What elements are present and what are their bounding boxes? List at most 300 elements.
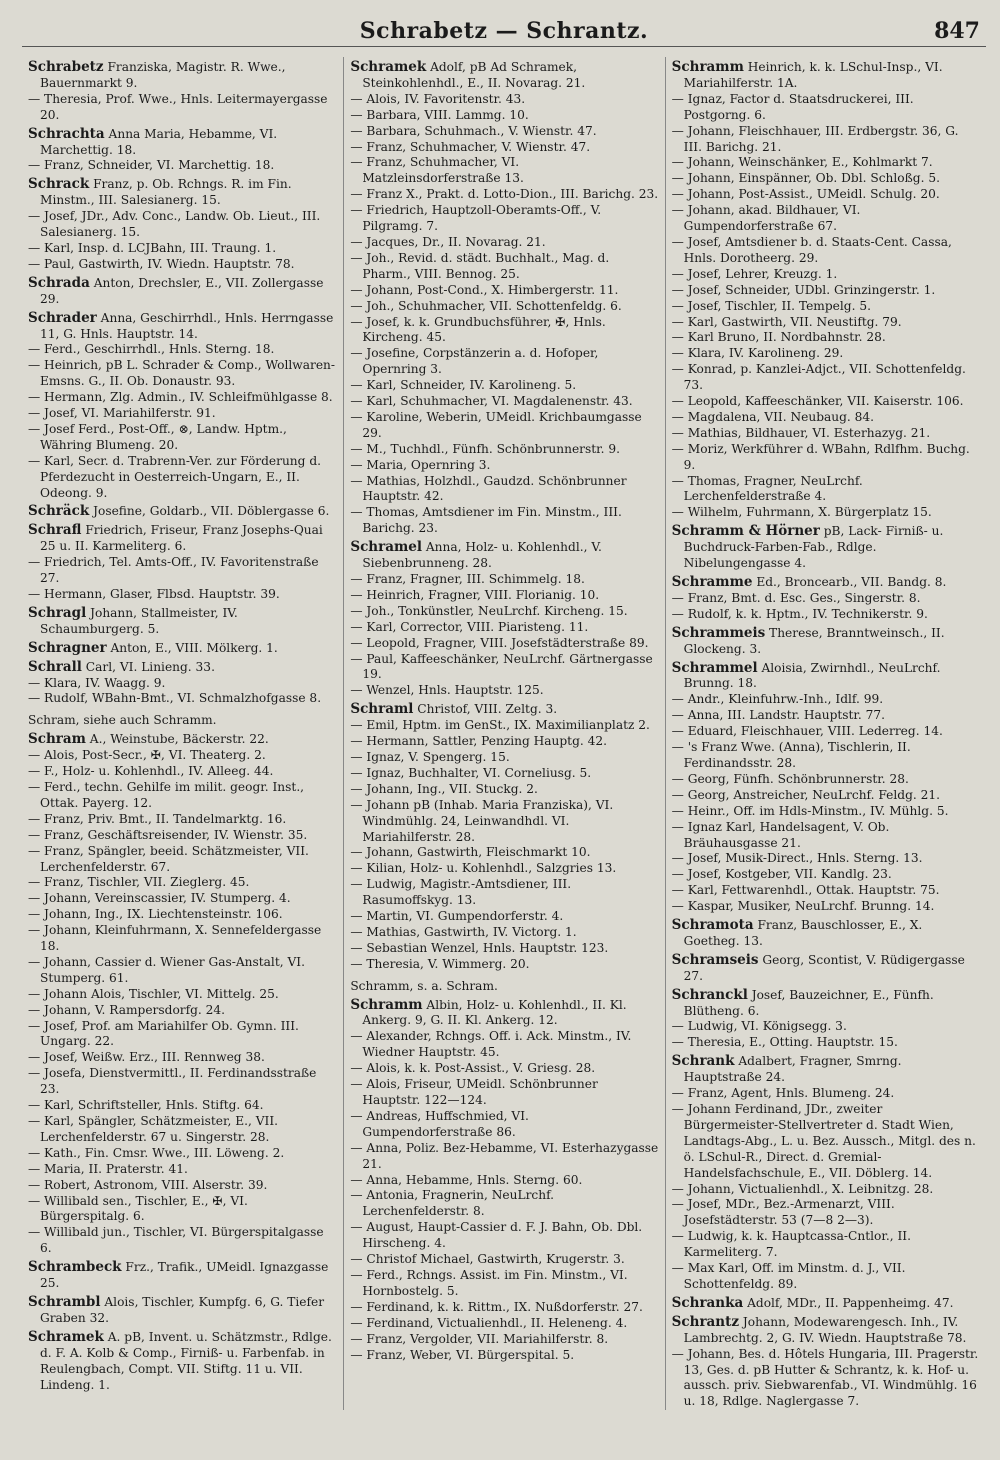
entry-text: — Maria, Opernring 3. [350, 457, 491, 472]
directory-subentry [28, 587, 337, 603]
directory-subentry [350, 1220, 658, 1252]
entry-text: — Ferdinand, k. k. Rittm., IX. Nußdorferstr. 27. [350, 1299, 643, 1314]
entry-text: Therese, Branntweinsch., II. Glockeng. 3. [683, 625, 945, 656]
directory-subentry [350, 636, 658, 652]
entry-text: — Karl, Corrector, VIII. Piaristeng. 11. [350, 619, 589, 634]
surname: Schrammeis [671, 624, 766, 641]
entry-text: — Franz, Spängler, beeid. Schätzmeister, VII. Lerchenfelderstr. 67. [28, 843, 309, 874]
directory-subentry [28, 812, 337, 828]
entry-text: — 's Franz Wwe. (Anna), Tischlerin, II. Ferdinandsstr. 28. [671, 740, 911, 770]
entry-text: — Kilian, Holz- u. Kohlenhdl., Salzgries 13. [350, 861, 617, 876]
entry-text: — Ferd., Geschirrhdl., Hnls. Sterng. 18. [28, 342, 275, 357]
entry-text: — Georg, Anstreicher, NeuLrchf. Feldg. 21. [671, 787, 941, 802]
directory-subentry [350, 140, 658, 156]
entry-text: Ed., Broncearb., VII. Bandg. 8. [752, 575, 947, 589]
directory-subentry [350, 798, 658, 846]
entry-text: — Alois, Friseur, UMeidl. Schönbrunner Hauptstr. 122—124. [350, 1077, 598, 1107]
directory-subentry [28, 987, 337, 1003]
entry-text: — F., Holz- u. Kohlenhdl., IV. Alleeg. 44. [28, 764, 274, 779]
entry-text: Josefine, Goldarb., VII. Döblergasse 6. [89, 504, 330, 519]
directory-subentry [672, 299, 980, 315]
surname: Schraml [350, 701, 414, 718]
directory-entry [672, 1315, 980, 1347]
entry-text: siehe auch Schramm. [79, 713, 217, 728]
surname: Schrall [28, 658, 82, 675]
directory-entry [28, 177, 337, 209]
entry-text: pB, Lack- Firniß- u. Buchdruck-Farben-Fab., Rdlge. Nibelungengasse 4. [683, 524, 944, 571]
entry-text: — Antonia, Fragnerin, NeuLrchf. Lerchenfelderstr. 8. [350, 1188, 555, 1219]
entry-text: — Eduard, Fleischhauer, VIII. Lederreg. 14. [671, 724, 943, 739]
entry-text: — Franz, Agent, Hnls. Blumeng. 24. [671, 1086, 895, 1101]
entry-text: — Rudolf, k. k. Hptm., IV. Technikerstr. 9. [671, 606, 928, 621]
entry-text: — Martin, VI. Gumpendorferstr. 4. [350, 909, 564, 924]
directory-entry [672, 1054, 980, 1086]
directory-entry [672, 524, 980, 572]
entry-text: — Johann, Ing., IX. Liechtensteinstr. 106. [28, 907, 283, 922]
directory-subentry [350, 315, 658, 347]
page-number: 847 [934, 18, 980, 44]
directory-subentry [350, 251, 658, 283]
directory-subentry [350, 346, 658, 378]
entry-text: — Anna, Hebamme, Hnls. Sterng. 60. [350, 1172, 583, 1187]
directory-subentry [28, 828, 337, 844]
directory-subentry [28, 1098, 337, 1114]
entry-text: — Josef, Prof. am Mariahilfer Ob. Gymn. III. Ungarg. 22. [28, 1018, 299, 1049]
entry-text: — Franz, Fragner, III. Schimmelg. 18. [350, 572, 585, 586]
surname: Schram [28, 731, 86, 748]
surname: Schrantz [671, 1313, 740, 1330]
entry-text: — Alois, IV. Favoritenstr. 43. [350, 91, 526, 106]
directory-subentry [672, 1197, 980, 1229]
directory-subentry [672, 330, 980, 346]
entry-text: — Mathias, Bildhauer, VI. Esterhazyg. 21. [671, 425, 931, 440]
directory-subentry [672, 1229, 980, 1261]
directory-subentry [350, 203, 658, 235]
directory-subentry [350, 378, 658, 394]
surname: Schramm & Hörner [671, 523, 820, 540]
directory-subentry [28, 92, 337, 124]
directory-subentry [350, 92, 658, 108]
entry-text: — Karl, Fettwarenhdl., Ottak. Hauptstr. 75. [671, 883, 940, 898]
entry-text: — Josef, Amtsdiener b. d. Staats-Cent. Cassa, Hnls. Dorotheerg. 29. [671, 234, 952, 265]
directory-subentry [28, 342, 337, 358]
directory-subentry [28, 891, 337, 907]
directory-subentry [350, 1141, 658, 1173]
entry-text: — Wenzel, Hnls. Hauptstr. 125. [350, 683, 544, 698]
entry-text: — Ludwig, k. k. Hauptcassa-Cntlor., II. Karmeliterg. 7. [671, 1229, 911, 1260]
entry-text: — Johann, Post-Cond., X. Himbergerstr. 11. [350, 282, 619, 297]
directory-subentry [672, 1347, 980, 1411]
entry-text: — Andreas, Huffschmied, VI. Gumpendorferstraße 86. [350, 1108, 529, 1139]
directory-subentry [28, 555, 337, 587]
entry-text: — Ludwig, VI. Königsegg. 3. [671, 1019, 847, 1034]
directory-entry [28, 1295, 337, 1327]
entry-text: — Theresia, E., Otting. Hauptstr. 15. [671, 1035, 898, 1050]
directory-entry [28, 504, 337, 520]
directory-entry [28, 1330, 337, 1394]
directory-subentry [672, 362, 980, 394]
directory-entry [350, 540, 658, 572]
directory-subentry [672, 92, 980, 124]
entry-text: — Thomas, Amtsdiener im Fin. Minstm., III. Barichg. 23. [350, 505, 622, 536]
entry-text: — Josefa, Dienstvermittl., II. Ferdinandsstraße 23. [28, 1066, 317, 1097]
entry-text: — Joh., Tonkünstler, NeuLrchf. Kircheng. 15. [350, 603, 628, 618]
entry-text: — Josef, k. k. Grundbuchsführer, ✠, Hnls. Kircheng. 45. [350, 314, 606, 345]
directory-subentry [350, 877, 658, 909]
directory-subentry [672, 426, 980, 442]
entry-text: — Jacques, Dr., II. Novarag. 21. [350, 234, 546, 249]
entry-text: — Johann, Vereinscassier, IV. Stumperg. 4. [28, 891, 291, 906]
entry-text: — Moriz, Werkführer d. WBahn, Rdlfhm. Buchg. 9. [671, 441, 970, 472]
directory-subentry [350, 718, 658, 734]
entry-text: — Josef, Schneider, UDbl. Grinzingerstr. 1. [671, 282, 936, 297]
directory-subentry [350, 155, 658, 187]
directory-subentry [672, 346, 980, 362]
entry-text: — Josef, Kostgeber, VII. Kandlg. 23. [671, 867, 892, 882]
directory-subentry [350, 1029, 658, 1061]
entry-text: — Hermann, Zlg. Admin., IV. Schleifmühlgasse 8. [28, 390, 333, 405]
directory-subentry [350, 734, 658, 750]
entry-text: — Josef, MDr., Bez.-Armenarzt, VIII. Josefstädterstr. 53 (7—8 2—3). [671, 1197, 895, 1228]
directory-subentry [350, 235, 658, 251]
directory-entry [28, 60, 337, 92]
directory-subentry [672, 474, 980, 506]
directory-entry [350, 60, 658, 92]
entry-text: — Christof Michael, Gastwirth, Krugerstr. 3. [350, 1252, 625, 1267]
directory-subentry [28, 1146, 337, 1162]
entry-text: — Heinrich, pB L. Schrader & Comp., Wollwaren-Emsns. G., II. Ob. Donaustr. 93. [28, 358, 336, 389]
directory-subentry [350, 1316, 658, 1332]
entry-text: — Franz, Schneider, VI. Marchettig. 18. [28, 158, 275, 173]
entry-text: — Karl, Insp. d. LCJBahn, III. Traung. 1. [28, 240, 277, 255]
entry-text: — Johann Ferdinand, JDr., zweiter Bürgermeister-Stellvertreter d. Stadt Wien, Landtags-Abg., L. u. Bez. Aussch., Mitgl. des n. ö. LSchul-R., Direct. d. Gremial-Handelsfachschule, E., VII. Döblerg. 14. [671, 1102, 976, 1180]
directory-subentry [350, 620, 658, 636]
entry-text: — Johann, Fleischhauer, III. Erdbergstr. 36, G. III. Barichg. 21. [671, 123, 959, 154]
directory-entry [350, 702, 658, 718]
entry-text: — Maria, II. Praterstr. 41. [28, 1161, 188, 1176]
entry-text: — Sebastian Wenzel, Hnls. Hauptstr. 123. [350, 940, 609, 955]
entry-text: — Alois, k. k. Post-Assist., V. Griesg. 28. [350, 1061, 596, 1076]
directory-subentry [350, 410, 658, 442]
directory-subentry [28, 1225, 337, 1257]
directory-subentry [672, 235, 980, 267]
entry-text: — Friedrich, Tel. Amts-Off., IV. Favoritenstraße 27. [28, 555, 319, 586]
entry-text: — Johann Alois, Tischler, VI. Mittelg. 25. [28, 986, 279, 1001]
directory-entry [28, 641, 337, 657]
directory-subentry [28, 1019, 337, 1051]
directory-subentry [28, 1162, 337, 1178]
cross-reference [28, 713, 337, 729]
entry-text: — Karl, Schuhmacher, VI. Magdalenenstr. 43. [350, 394, 633, 409]
surname: Schramm [671, 59, 744, 75]
entry-text: s. a. Schram. [413, 978, 498, 993]
entry-text: — Franz, Geschäftsreisender, IV. Wienstr. 35. [28, 827, 308, 842]
surname: Schrambl [28, 1293, 101, 1310]
entry-text: — Joh., Schuhmacher, VII. Schottenfeldg. 6. [350, 298, 622, 313]
entry-text: Johann, Modewarengesch. Inh., IV. Lambrechtg. 2, G. IV. Wiedn. Hauptstraße 78. [683, 1314, 967, 1345]
entry-text: — Josef, Tischler, II. Tempelg. 5. [671, 298, 871, 313]
entry-text: — Magdalena, VII. Neubaug. 84. [671, 409, 875, 424]
directory-entry [28, 127, 337, 159]
entry-text: Adalbert, Fragner, Smrng. Hauptstraße 24. [683, 1054, 902, 1085]
directory-subentry [350, 1188, 658, 1220]
directory-subentry [672, 187, 980, 203]
directory-subentry [28, 907, 337, 923]
directory-subentry [28, 875, 337, 891]
directory-columns [22, 57, 986, 1410]
directory-subentry [672, 607, 980, 623]
entry-text: — Mathias, Holzhdl., Gaudzd. Schönbrunner Hauptstr. 42. [350, 473, 627, 504]
entry-text: Heinrich, k. k. LSchul-Insp., VI. Mariahilferstr. 1A. [683, 60, 943, 90]
directory-subentry [28, 955, 337, 987]
surname: Schrambeck [28, 1259, 122, 1276]
directory-entry [672, 953, 980, 985]
surname: Schrafl [28, 522, 82, 539]
entry-text: Frz., Trafik., UMeidl. Ignazgasse 25. [40, 1260, 329, 1291]
directory-subentry [28, 422, 337, 454]
directory-subentry [350, 1268, 658, 1300]
directory-subentry [672, 772, 980, 788]
entry-text: — Johann, Bes. d. Hôtels Hungaria, III. Pragerstr. 13, Ges. d. pB Hutter & Schrantz, k. k. Hof- u. aussch. priv. Siebwarenfab., VI. Windmühlg. 16 u. 18, Rdlge. Naglergasse 7. [671, 1346, 979, 1409]
entry-text: — Ferd., Rchngs. Assist. im Fin. Minstm., VI. Hornbostelg. 5. [350, 1267, 628, 1298]
entry-text: — Johann, Gastwirth, Fleischmarkt 10. [350, 845, 591, 860]
entry-text: — Johann, Ing., VII. Stuckg. 2. [350, 781, 538, 796]
entry-text: — Franz, Priv. Bmt., II. Tandelmarktg. 16. [28, 811, 287, 826]
entry-text: — Anna, III. Landstr. Hauptstr. 77. [671, 708, 886, 723]
entry-text: — Franz, Vergolder, VII. Mariahilferstr. 8. [350, 1331, 609, 1346]
column-left [22, 57, 343, 1410]
surname: Schrack [28, 176, 90, 193]
directory-subentry [672, 708, 980, 724]
directory-subentry [28, 390, 337, 406]
directory-subentry [672, 1035, 980, 1051]
entry-text: — Josef, Weißw. Erz., III. Rennweg 38. [28, 1050, 265, 1065]
entry-text: — Johann, Weinschänker, E., Kohlmarkt 7. [671, 155, 933, 170]
surname: Schragl [28, 604, 87, 621]
surname: Schramm, [350, 978, 414, 993]
entry-text: — Leopold, Kaffeeschänker, VII. Kaiserstr. 106. [671, 394, 964, 409]
surname: Schrammel [671, 659, 758, 676]
directory-entry [28, 606, 337, 638]
directory-subentry [350, 124, 658, 140]
entry-text: — Josef, JDr., Adv. Conc., Landw. Ob. Lieut., III. Salesianerg. 15. [28, 209, 321, 240]
directory-subentry [28, 454, 337, 502]
entry-text: — Willibald sen., Tischler, E., ✠, VI. Bürgerspitalg. 6. [28, 1193, 248, 1224]
directory-subentry [672, 410, 980, 426]
entry-text: — Ignaz, V. Spengerg. 15. [350, 749, 510, 764]
directory-subentry [672, 1086, 980, 1102]
entry-text: — Josef, VI. Mariahilferstr. 91. [28, 406, 216, 421]
surname: Schrabetz [28, 59, 104, 75]
entry-text: — Johann, Cassier d. Wiener Gas-Anstalt, VI. Stumperg. 61. [28, 954, 305, 985]
directory-subentry [350, 1173, 658, 1189]
directory-subentry [672, 804, 980, 820]
directory-subentry [672, 171, 980, 187]
directory-entry [672, 575, 980, 591]
directory-subentry [28, 1178, 337, 1194]
directory-subentry [350, 957, 658, 973]
directory-subentry [350, 941, 658, 957]
directory-subentry [28, 209, 337, 241]
entry-text: — Joh., Revid. d. städt. Buchhalt., Mag. d. Pharm., VIII. Bennog. 25. [350, 250, 610, 281]
surname: Schramel [350, 539, 422, 556]
directory-entry [672, 60, 980, 92]
entry-text: — Heinr., Off. im Hdls-Minstm., IV. Mühlg. 5. [671, 803, 949, 818]
surname: Schräck [28, 503, 90, 520]
directory-subentry [28, 406, 337, 422]
directory-subentry [672, 692, 980, 708]
directory-subentry [28, 676, 337, 692]
directory-subentry [672, 155, 980, 171]
entry-text: Anna, Holz- u. Kohlenhdl., V. Siebenbrunneng. 28. [362, 540, 602, 571]
directory-subentry [350, 909, 658, 925]
entry-text: — Alois, Post-Secr., ✠, VI. Theaterg. 2. [28, 748, 266, 763]
surname: Schramme [671, 574, 753, 590]
directory-subentry [28, 1114, 337, 1146]
directory-subentry [672, 724, 980, 740]
entry-text: — Barbara, VIII. Lammg. 10. [350, 107, 529, 122]
directory-subentry [672, 899, 980, 915]
surname: Schram, [28, 713, 80, 728]
entry-text: — Franz, Schuhmacher, VI. Matzleinsdorferstraße 13. [350, 155, 524, 186]
directory-subentry [28, 691, 337, 707]
directory-subentry [672, 124, 980, 156]
entry-text: — Johann, V. Rampersdorfg. 24. [28, 1002, 226, 1017]
entry-text: Carl, VI. Linieng. 33. [81, 659, 215, 674]
directory-subentry [350, 604, 658, 620]
directory-subentry [672, 283, 980, 299]
entry-text: — Johann pB (Inhab. Maria Franziska), VI. Windmühlg. 24, Leinwandhdl. VI. Mariahilferstr. 28. [350, 797, 614, 844]
entry-text: — Kaspar, Musiker, NeuLrchf. Brunng. 14. [671, 899, 935, 914]
entry-text: — August, Haupt-Cassier d. F. J. Bahn, Ob. Dbl. Hirscheng. 4. [350, 1220, 643, 1251]
directory-subentry [350, 1061, 658, 1077]
entry-text: — Karl, Schneider, IV. Karolineng. 5. [350, 378, 577, 393]
entry-text: — Friedrich, Hauptzoll-Oberamts-Off., V. Pilgramg. 7. [350, 203, 602, 234]
entry-text: — Klara, IV. Karolineng. 29. [671, 346, 844, 361]
directory-subentry [350, 283, 658, 299]
directory-entry [350, 998, 658, 1030]
directory-entry [28, 660, 337, 676]
directory-subentry [28, 1066, 337, 1098]
entry-text: — Karl, Spängler, Schätzmeister, E., VII. Lerchenfelderstr. 67 u. Singerstr. 28. [28, 1114, 279, 1144]
directory-subentry [28, 1194, 337, 1226]
directory-subentry [350, 766, 658, 782]
directory-subentry [350, 1252, 658, 1268]
surname: Schramota [671, 917, 754, 934]
entry-text: Aloisia, Zwirnhdl., NeuLrchf. Brunng. 18. [683, 660, 941, 691]
entry-text: — Ignaz, Factor d. Staatsdruckerei, III. Postgorng. 6. [671, 91, 914, 122]
surname: Schramek [28, 1328, 104, 1345]
entry-text: — Willibald jun., Tischler, VI. Bürgerspitalgasse 6. [28, 1225, 324, 1256]
entry-text: — Franz X., Prakt. d. Lotto-Dion., III. Barichg. 23. [350, 187, 659, 202]
directory-entry [672, 988, 980, 1020]
column-middle [343, 57, 664, 1410]
entry-text: — Franz, Bmt. d. Esc. Ges., Singerstr. 8. [671, 590, 921, 605]
directory-subentry [672, 442, 980, 474]
entry-text: A. pB, Invent. u. Schätzmstr., Rdlge. d. F. A. Kolb & Comp., Firniß- u. Farbenfab. in Reulengbach, Compt. VII. Stiftg. 11 u. VII. Lindeng. 1. [40, 1329, 332, 1392]
directory-subentry [350, 1300, 658, 1316]
directory-subentry [350, 572, 658, 588]
directory-subentry [672, 1019, 980, 1035]
entry-text: Adolf, pB Ad Schramek, Steinkohlenhdl., E., II. Novarag. 21. [362, 60, 586, 90]
entry-text: — Andr., Kleinfuhrw.-Inh., Idlf. 99. [671, 692, 884, 707]
entry-text: — Franz, Weber, VI. Bürgerspital. 5. [350, 1347, 575, 1362]
surname: Schrank [671, 1053, 735, 1070]
entry-text: — Franz, Tischler, VII. Zieglerg. 45. [28, 875, 250, 890]
entry-text: Franziska, Magistr. R. Wwe., Bauernmarkt 9. [40, 60, 286, 90]
entry-text: — Alexander, Rchngs. Off. i. Ack. Minstm., IV. Wiedner Hauptstr. 45. [350, 1029, 632, 1060]
directory-subentry [672, 203, 980, 235]
directory-subentry [672, 1102, 980, 1182]
directory-entry [672, 1296, 980, 1312]
directory-subentry [672, 591, 980, 607]
surname: Schramseis [671, 951, 759, 968]
directory-subentry [28, 764, 337, 780]
entry-text: — M., Tuchhdl., Fünfh. Schönbrunnerstr. 9. [350, 441, 621, 456]
surname: Schramm [350, 996, 423, 1013]
directory-subentry [350, 861, 658, 877]
directory-subentry [350, 108, 658, 124]
directory-entry [28, 311, 337, 343]
entry-text: — Karoline, Weberin, UMeidl. Krichbaumgasse 29. [350, 409, 642, 440]
directory-subentry [350, 845, 658, 861]
directory-subentry [350, 394, 658, 410]
entry-text: — Georg, Fünfh. Schönbrunnerstr. 28. [671, 771, 909, 786]
entry-text: — Theresia, Prof. Wwe., Hnls. Leitermayergasse 20. [28, 91, 328, 122]
entry-text: — Ferdinand, Victualienhdl., II. Heleneng. 4. [350, 1315, 628, 1330]
directory-entry [28, 276, 337, 308]
entry-text: — Ignaz Karl, Handelsagent, V. Ob. Bräuhausgasse 21. [671, 819, 890, 850]
surname: Schragner [28, 639, 107, 656]
entry-text: — Josef Ferd., Post-Off., ⊗, Landw. Hptm., Währing Blumeng. 20. [28, 421, 287, 452]
directory-subentry [350, 505, 658, 537]
directory-subentry [28, 257, 337, 273]
entry-text: — Barbara, Schuhmach., V. Wienstr. 47. [350, 123, 597, 138]
entry-text: A., Weinstube, Bäckerstr. 22. [85, 732, 269, 747]
directory-subentry [350, 925, 658, 941]
directory-subentry [350, 750, 658, 766]
entry-text: Anna, Geschirrhdl., Hnls. Herrngasse 11, G. Hnls. Hauptstr. 14. [40, 310, 334, 341]
directory-subentry [672, 315, 980, 331]
directory-subentry [672, 883, 980, 899]
directory-subentry [28, 748, 337, 764]
directory-subentry [672, 1182, 980, 1198]
entry-text: — Emil, Hptm. im GenSt., IX. Maximilianplatz 2. [350, 718, 650, 733]
entry-text: — Josefine, Corpstänzerin a. d. Hofoper, Opernring 3. [350, 346, 599, 377]
entry-text: Christof, VIII. Zeltg. 3. [413, 702, 558, 717]
entry-text: Franz, Bauschlosser, E., X. Goetheg. 13. [683, 918, 923, 948]
surname: Schrader [28, 309, 97, 326]
page-header [22, 12, 986, 47]
entry-text: — Kath., Fin. Cmsr. Wwe., III. Löweng. 2. [28, 1145, 285, 1160]
entry-text: — Ferd., techn. Gehilfe im milit. geogr. Inst., Ottak. Payerg. 12. [28, 779, 305, 810]
directory-entry [28, 523, 337, 555]
entry-text: — Anna, Poliz. Bez-Hebamme, VI. Esterhazygasse 21. [350, 1140, 659, 1171]
entry-text: — Theresia, V. Wimmerg. 20. [350, 956, 530, 971]
entry-text: Adolf, MDr., II. Pappenheimg. 47. [743, 1295, 954, 1310]
directory-subentry [28, 780, 337, 812]
entry-text: Josef, Bauzeichner, E., Fünfh. Blütheng. 6. [683, 987, 934, 1018]
entry-text: — Mathias, Gastwirth, IV. Victorg. 1. [350, 924, 577, 939]
directory-subentry [28, 358, 337, 390]
entry-text: — Johann, Kleinfuhrmann, X. Sennefeldergasse 18. [28, 923, 322, 954]
directory-subentry [672, 505, 980, 521]
directory-subentry [672, 788, 980, 804]
entry-text: — Heinrich, Fragner, VIII. Florianig. 10. [350, 587, 600, 602]
surname: Schrada [28, 274, 90, 291]
directory-subentry [672, 851, 980, 867]
directory-subentry [672, 867, 980, 883]
